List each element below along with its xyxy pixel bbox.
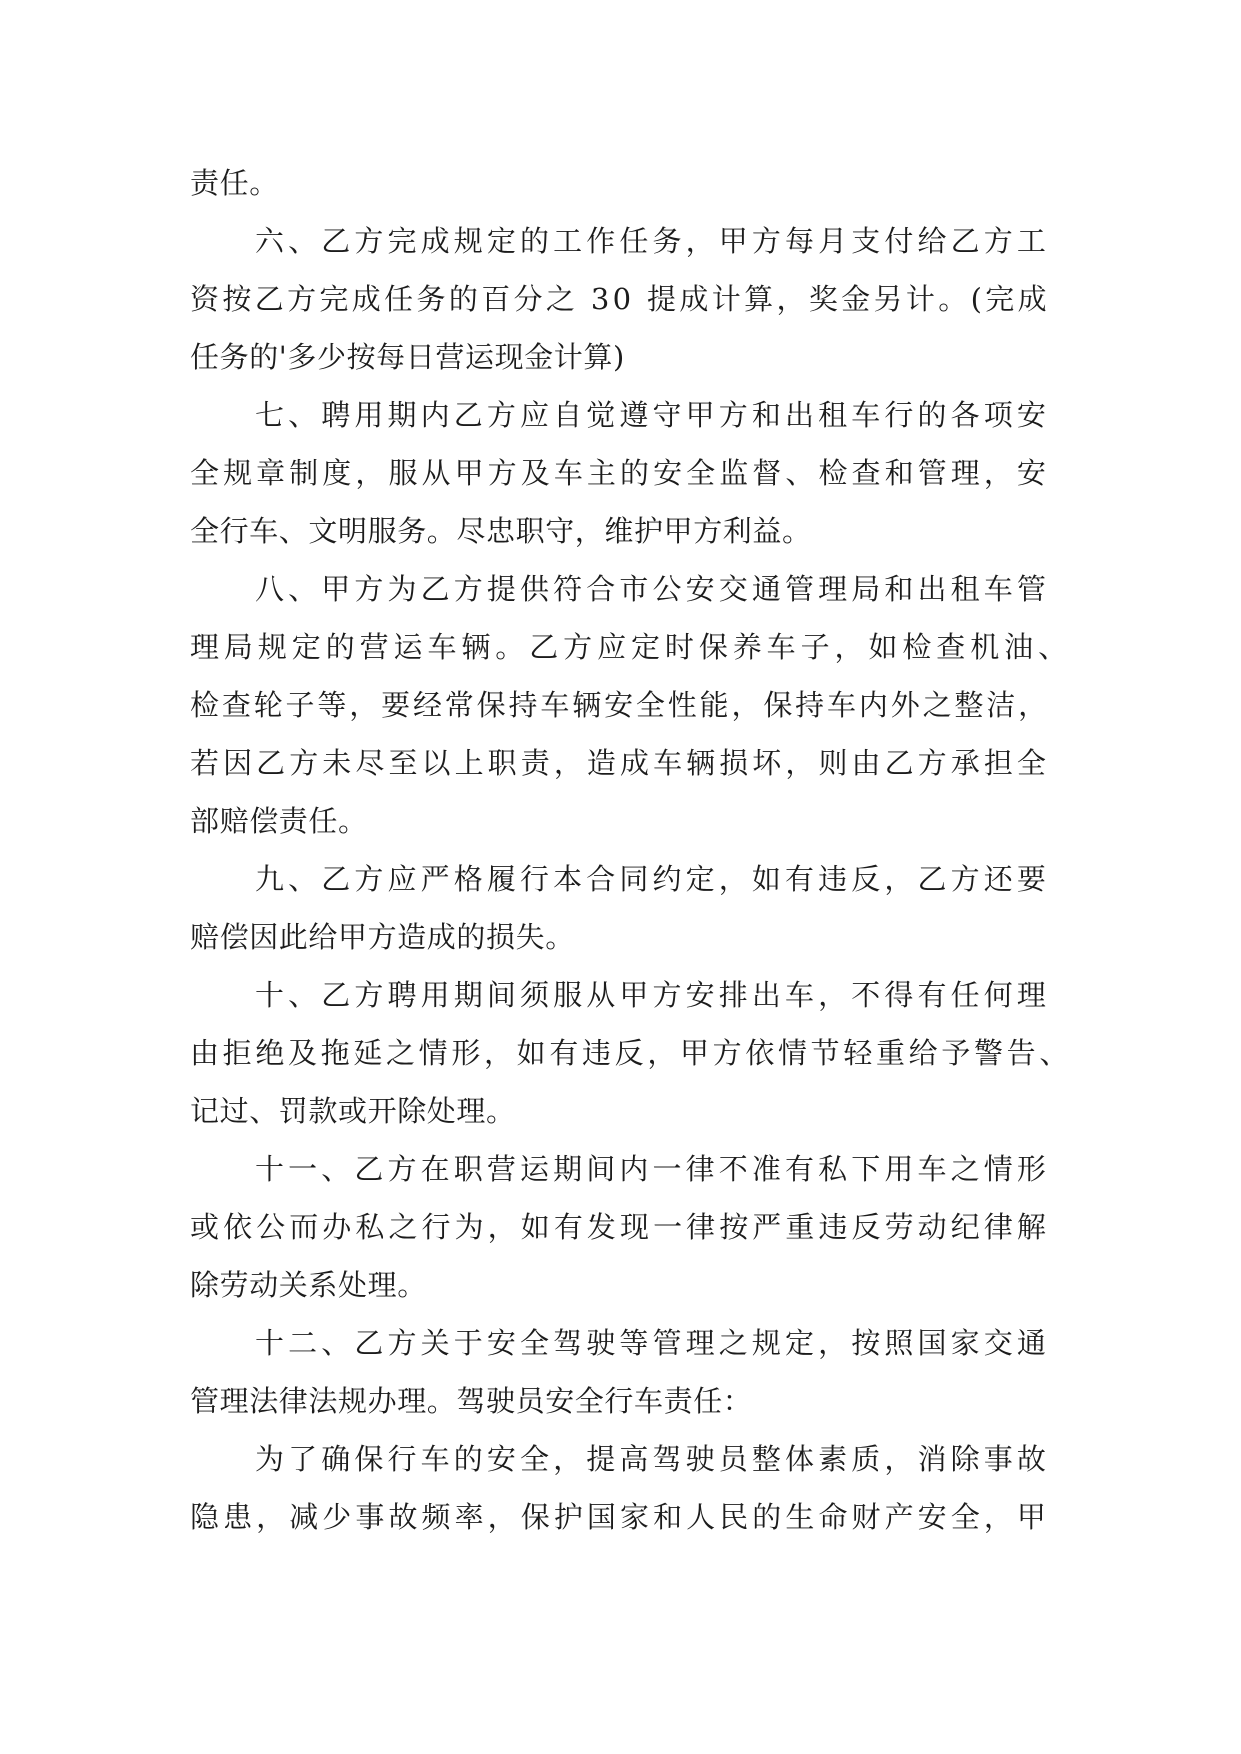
text-line: 全规章制度，服从甲方及车主的安全监督、检查和管理，安	[190, 456, 1050, 490]
clause-6	[190, 212, 1090, 386]
text-line: 十一、乙方在职营运期间内一律不准有私下用车之情形	[255, 1152, 1050, 1186]
text-line: 全行车、文明服务。尽忠职守，维护甲方利益。	[190, 514, 812, 548]
text-line: 若因乙方未尽至以上职责，造成车辆损坏，则由乙方承担全	[190, 746, 1050, 780]
text-line: 赔偿因此给甲方造成的损失。	[190, 920, 575, 954]
clause-9	[190, 850, 1090, 966]
clause-10	[190, 966, 1090, 1140]
text-line: 十、乙方聘用期间须服从甲方安排出车，不得有任何理	[255, 978, 1050, 1012]
text-line: 隐患，减少事故频率，保护国家和人民的生命财产安全，甲	[190, 1500, 1050, 1534]
text-line: 责任。	[190, 166, 279, 200]
text-line: 九、乙方应严格履行本合同约定，如有违反，乙方还要	[255, 862, 1050, 896]
text-line: 由拒绝及拖延之情形，如有违反，甲方依情节轻重给予警告、	[190, 1036, 1072, 1070]
clause-11	[190, 1140, 1090, 1314]
text-line: 管理法律法规办理。驾驶员安全行车责任：	[190, 1384, 753, 1418]
text-line: 七、聘用期内乙方应自觉遵守甲方和出租车行的各项安	[255, 398, 1050, 432]
text-line: 十二、乙方关于安全驾驶等管理之规定，按照国家交通	[255, 1326, 1050, 1360]
paragraph-safety-intro	[190, 1430, 1090, 1546]
text-line: 除劳动关系处理。	[190, 1268, 427, 1302]
contract-text	[190, 154, 1090, 1546]
text-line: 六、乙方完成规定的工作任务，甲方每月支付给乙方工	[255, 224, 1050, 258]
text-line: 八、甲方为乙方提供符合市公安交通管理局和出租车管	[255, 572, 1050, 606]
text-line: 理局规定的营运车辆。乙方应定时保养车子，如检查机油、	[190, 630, 1072, 664]
text-line: 为了确保行车的安全，提高驾驶员整体素质，消除事故	[255, 1442, 1050, 1476]
text-line: 任务的'多少按每日营运现金计算)	[190, 340, 625, 374]
paragraph-continuation	[190, 154, 1090, 212]
text-line: 部赔偿责任。	[190, 804, 368, 838]
text-line: 检查轮子等，要经常保持车辆安全性能，保持车内外之整洁，	[190, 688, 1050, 722]
clause-7	[190, 386, 1090, 560]
text-line: 或依公而办私之行为，如有发现一律按严重违反劳动纪律解	[190, 1210, 1050, 1244]
clause-12	[190, 1314, 1090, 1430]
text-line: 资按乙方完成任务的百分之 30 提成计算，奖金另计。(完成	[190, 282, 1050, 316]
text-line: 记过、罚款或开除处理。	[190, 1094, 516, 1128]
clause-8	[190, 560, 1090, 850]
